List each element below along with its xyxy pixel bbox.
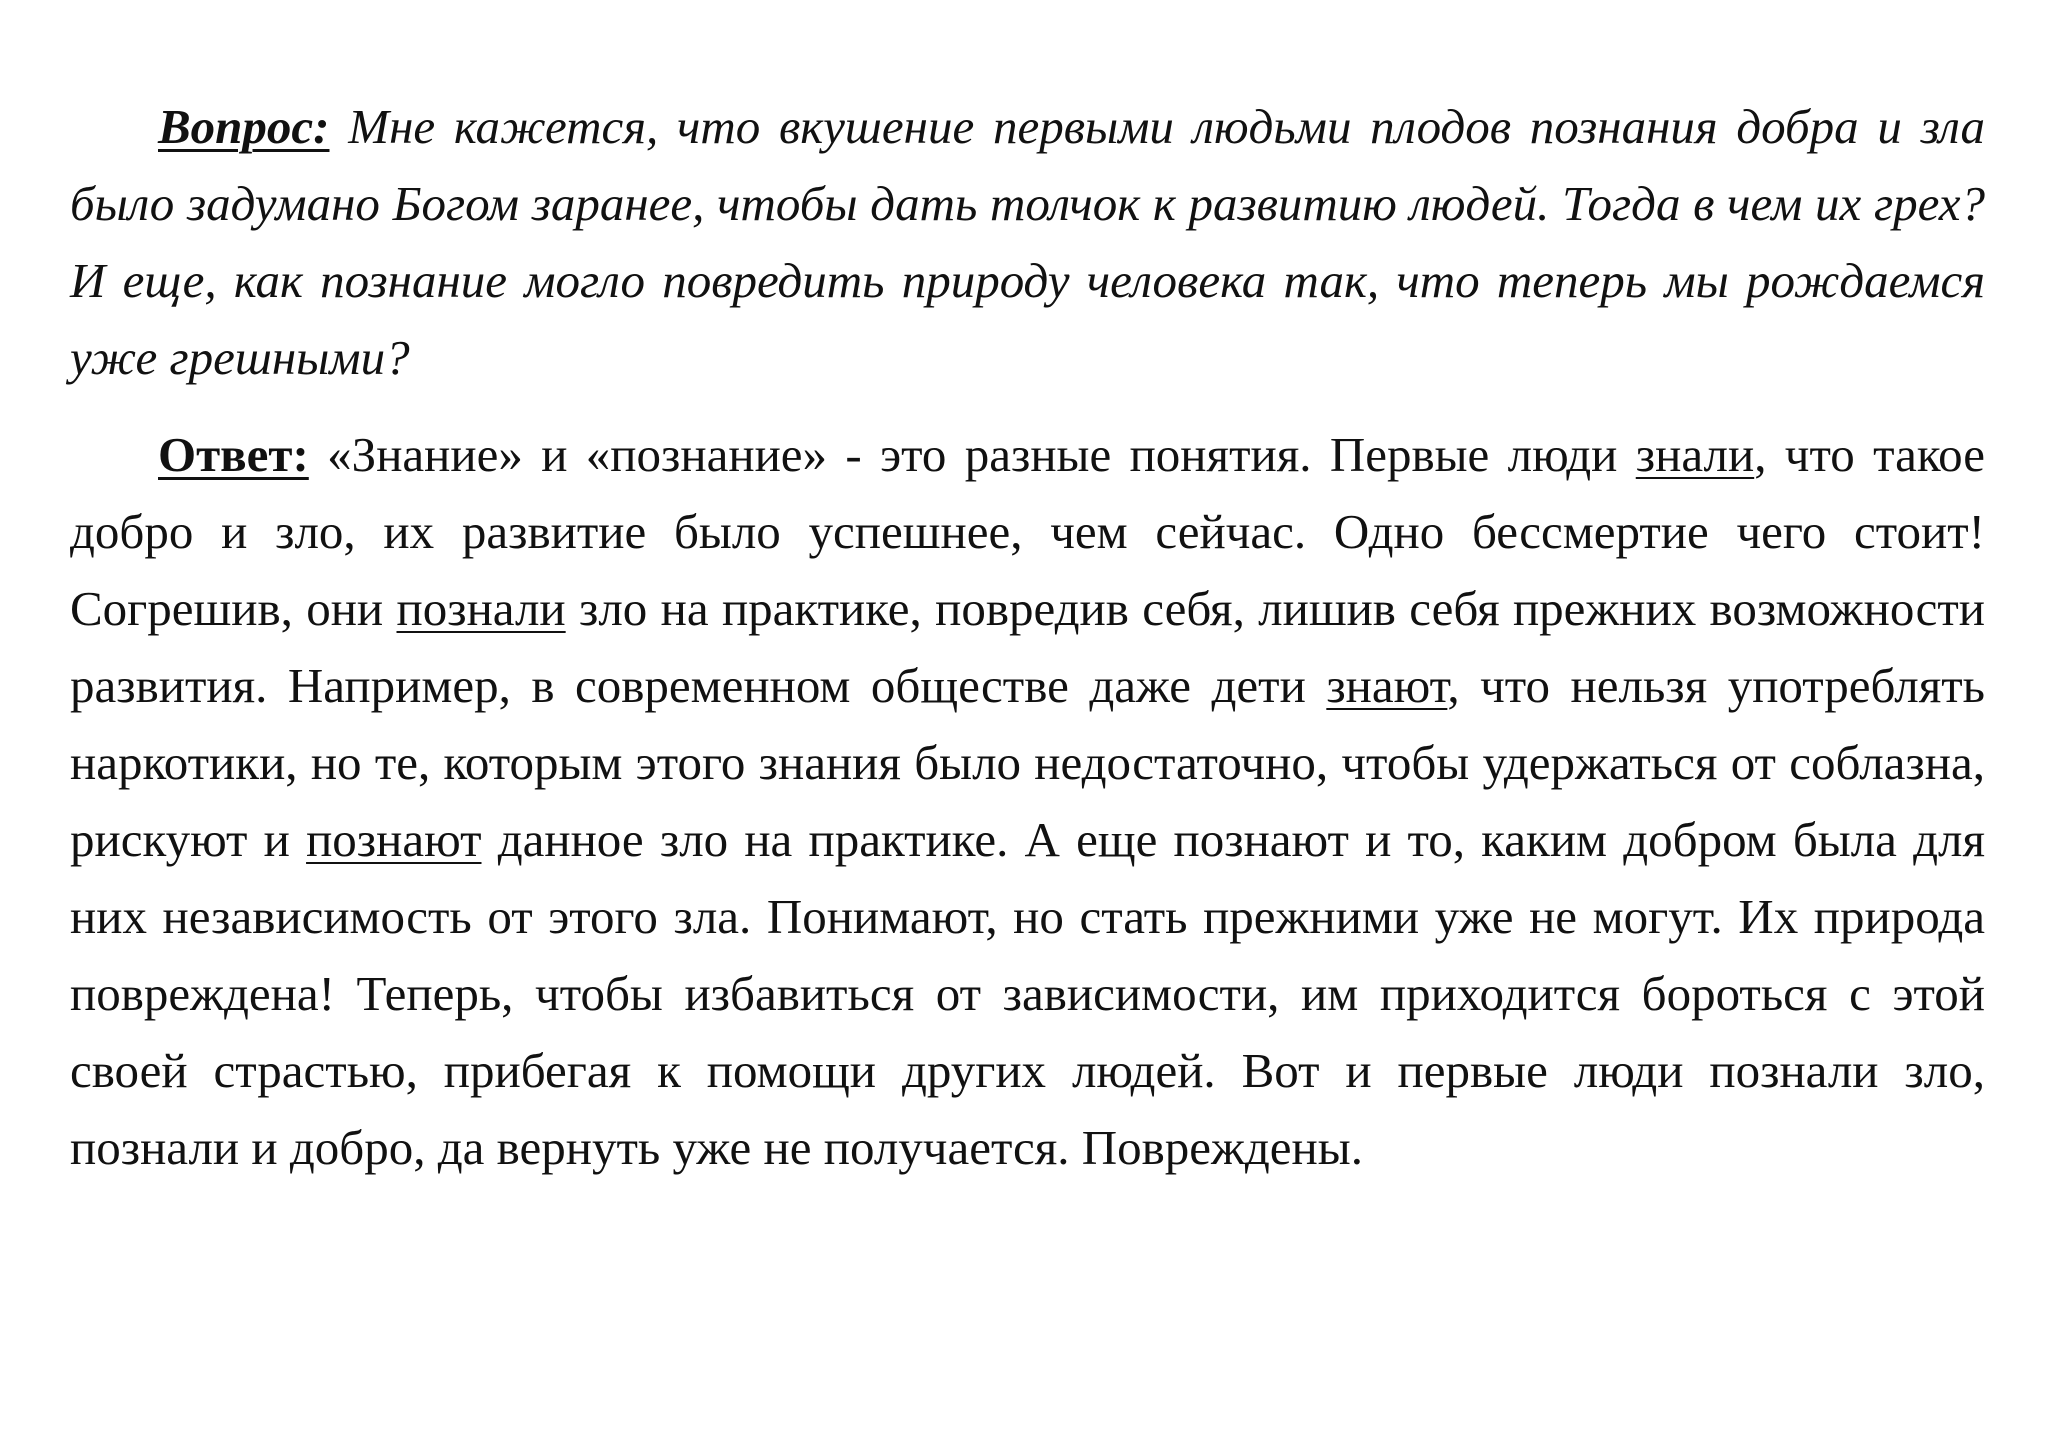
- underlined-word-znayut: знают: [1326, 658, 1448, 713]
- question-label: Вопрос:: [158, 99, 330, 154]
- question-paragraph: [70, 88, 1985, 396]
- answer-label: Ответ:: [158, 427, 309, 482]
- answer-text-part-2: , что такое добро и зло, их развитие было успешнее, чем сейчас. Одно бессмертие чего стоит! Согрешив, они: [70, 427, 1985, 636]
- underlined-word-poznayut: познают: [306, 812, 482, 867]
- document-page: [70, 88, 1985, 1186]
- answer-text-part-4: , что нельзя употреблять наркотики, но те, которым этого знания было недостаточно, чтобы удержаться от соблазна, рискуют и: [70, 658, 1986, 867]
- question-text: Мне кажется, что вкушение первыми людьми плодов познания добра и зла было задумано Богом заранее, чтобы дать толчок к развитию людей. Тогда в чем их грех? И еще, как познание могло повредить природу человека так, что теперь мы рождаемся уже грешными?: [70, 99, 1986, 385]
- answer-paragraph: [70, 416, 1985, 1186]
- underlined-word-poznali: познали: [396, 581, 566, 636]
- answer-text-part-5: данное зло на практике. А еще познают и то, каким добром была для них независимость от этого зла. Понимают, но стать прежними уже не могут. Их природа повреждена! Теперь, чтобы избавиться от зависимости, им приходится бороться с этой своей страстью, прибегая к помощи других людей. Вот и первые люди познали зло, познали и добро, да вернуть уже не получается. Повреждены.: [70, 812, 1986, 1175]
- answer-text-part-1: «Знание» и «познание» - это разные понятия. Первые люди: [327, 427, 1618, 482]
- answer-text-part-3: зло на практике, повредив себя, лишив себя прежних возможности развития. Например, в современном обществе даже дети: [70, 581, 1985, 713]
- underlined-word-znali: знали: [1635, 427, 1755, 482]
